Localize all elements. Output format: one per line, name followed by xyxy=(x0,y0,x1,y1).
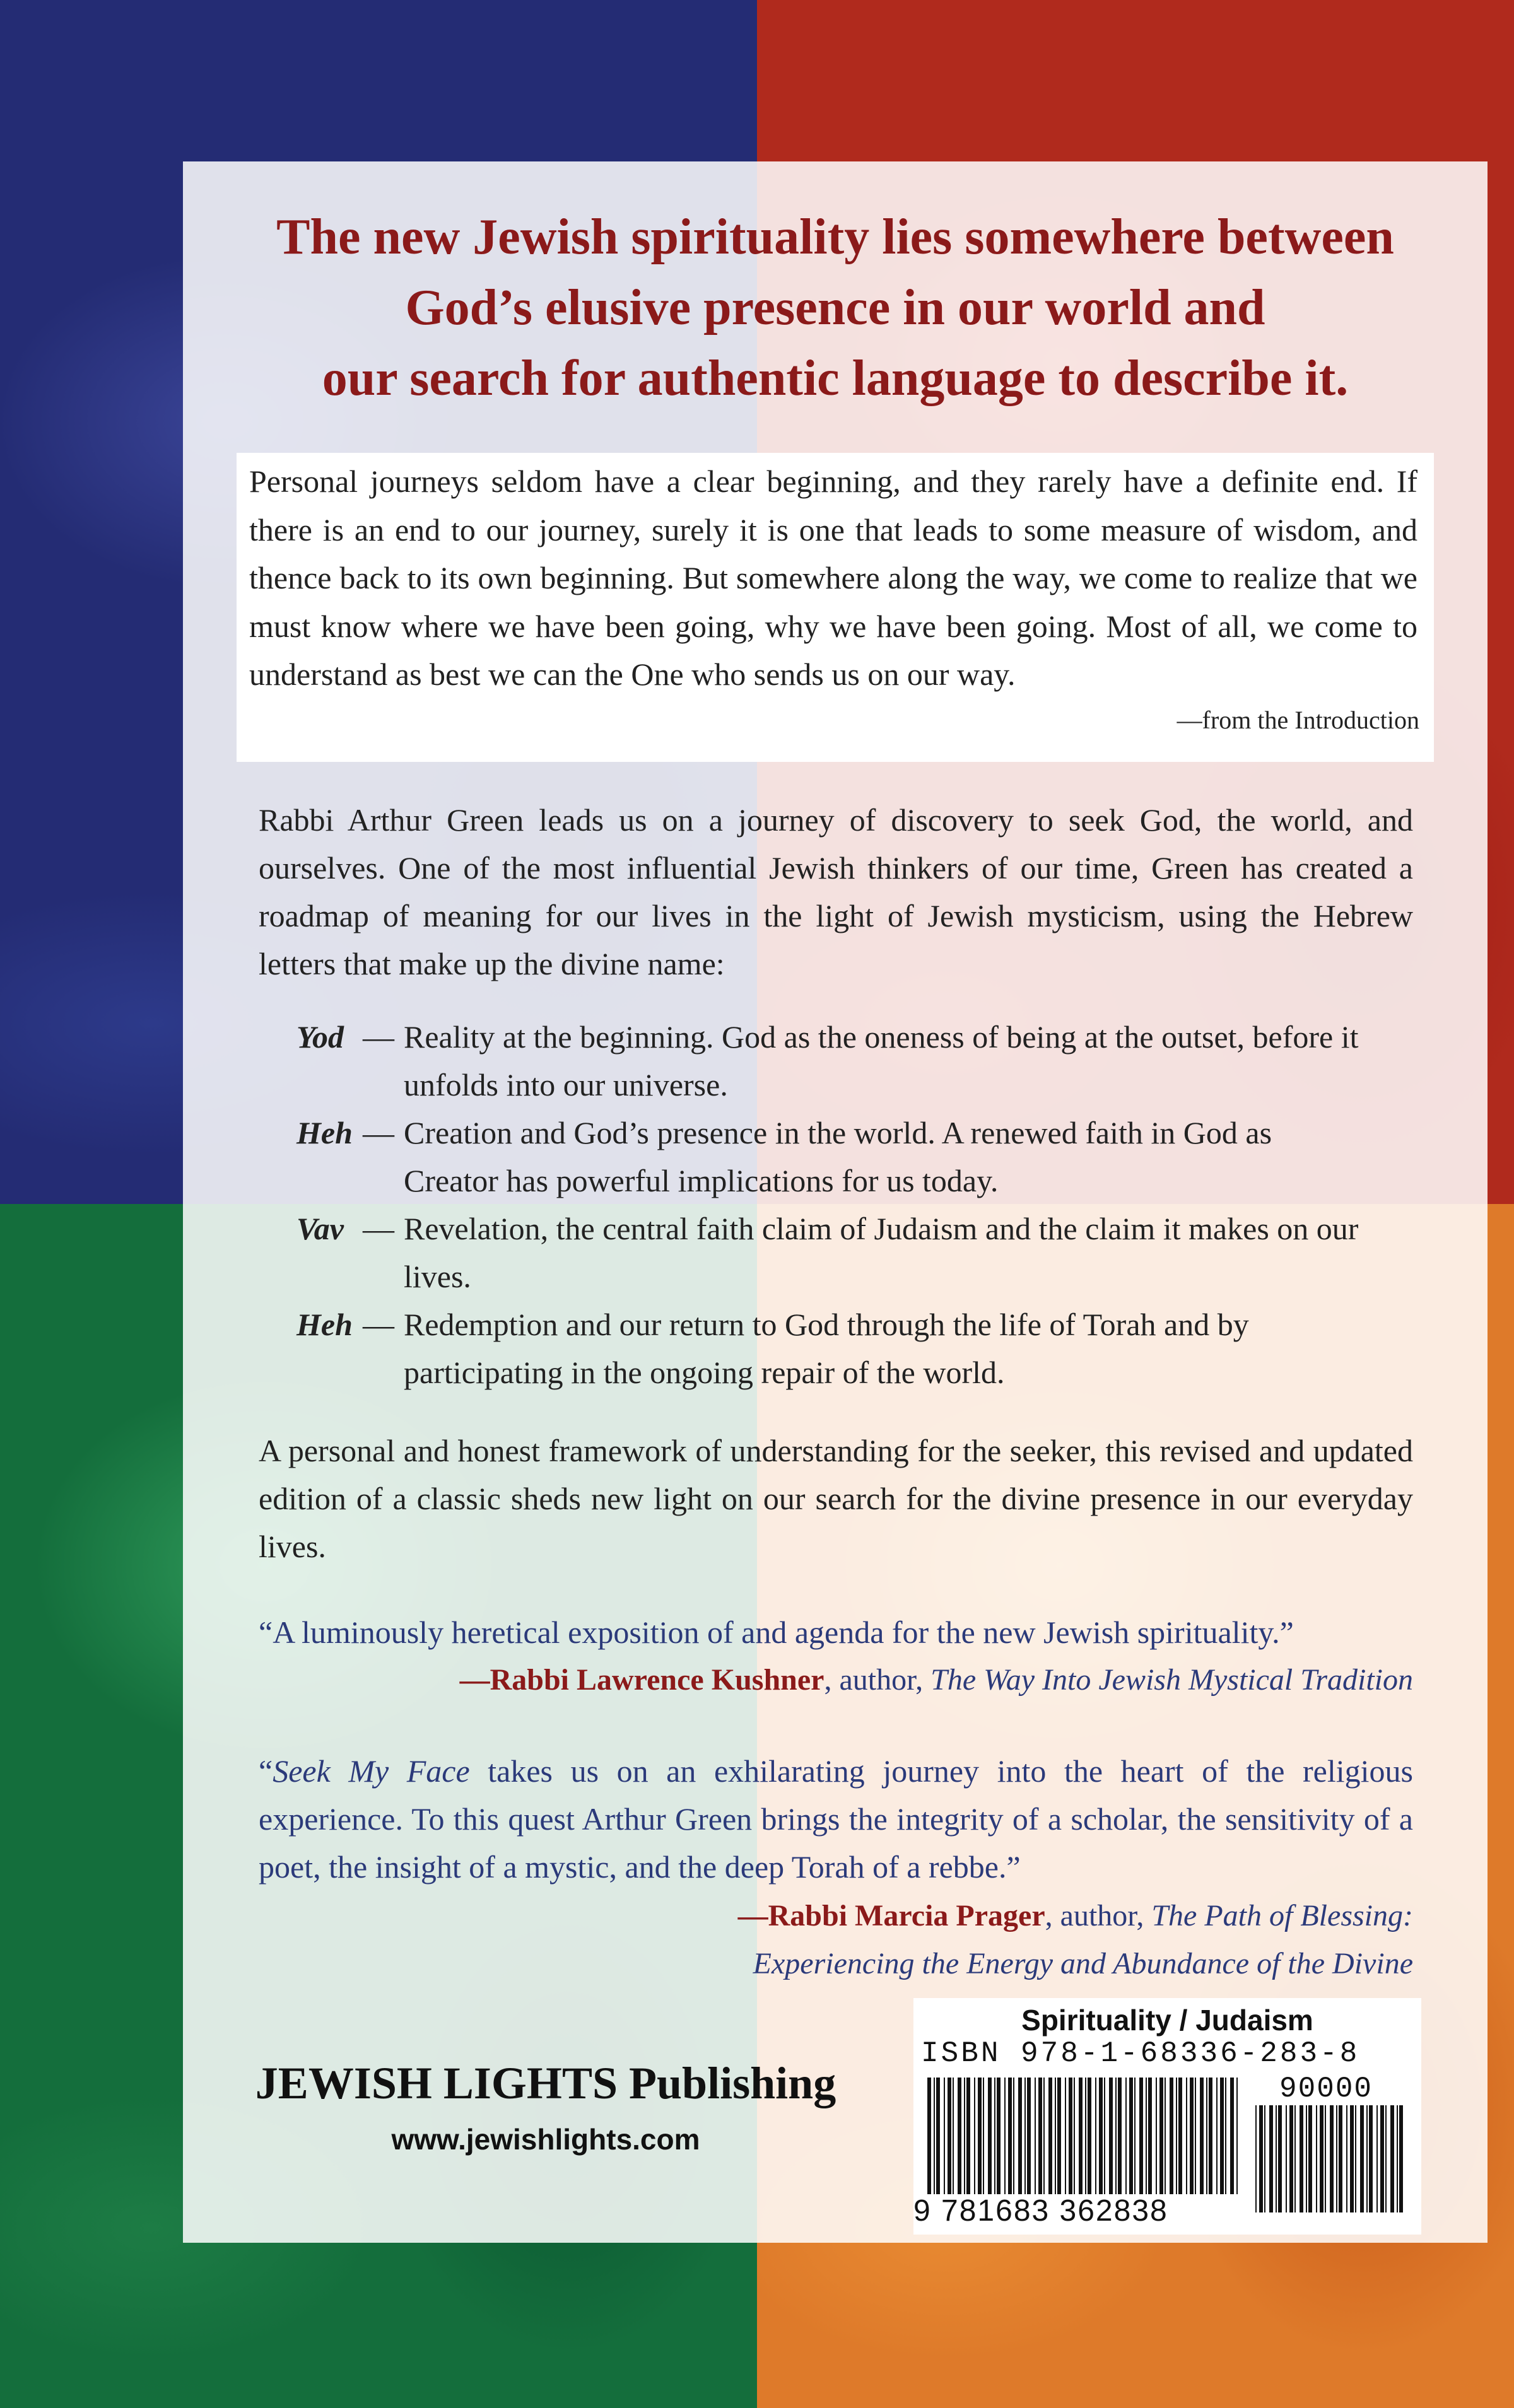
barcode-bar xyxy=(1156,2078,1157,2194)
letter-description: Reality at the beginning. God as the oneness of being at the outset, before it unfolds into our universe. xyxy=(404,1019,1359,1102)
barcode-bar xyxy=(1069,2078,1072,2194)
barcode-bar xyxy=(1165,2078,1166,2194)
barcode-bar xyxy=(1278,2105,1282,2212)
excerpt-text: Personal journeys seldom have a clear beginning, and they rarely have a definite end. If there is an end to our journey, surely it is one that leads to some measure of wisdom, and thence back to its own beginning. But somewhere along the way, we come to realize that we must know where we have been going, why we have been going. Most of all, we come to understand as best we can the One who sends us on our way. xyxy=(249,464,1417,692)
blurb-attribution-1 xyxy=(259,1656,1413,1704)
barcode-bar xyxy=(1190,2078,1194,2194)
barcode-bar xyxy=(944,2078,945,2194)
letter-name: Yod xyxy=(296,1019,344,1055)
barcode-bar xyxy=(1308,2105,1312,2212)
barcode-bar xyxy=(1339,2105,1342,2212)
barcode-bar xyxy=(1200,2078,1204,2194)
barcode-bar xyxy=(1385,2105,1387,2212)
barcode-bar xyxy=(997,2078,1001,2194)
barcode-bar xyxy=(966,2078,970,2194)
headline-line-3: our search for authentic language to describe it. xyxy=(322,351,1349,406)
publisher-name: JEWISH LIGHTS Publishing xyxy=(255,2058,836,2108)
description-paragraph-1: Rabbi Arthur Green leads us on a journey of discovery to seek God, the world, and ourselves. One of the most influential Jewish thinkers of our time, Green has created a roadmap of meaning for our lives in the light of Jewish mysticism, using the Hebrew letters that make up the divine name: xyxy=(259,802,1413,981)
barcode-bar xyxy=(1336,2105,1337,2212)
barcode-bar xyxy=(1088,2078,1091,2194)
barcode-bar xyxy=(1178,2078,1182,2194)
barcode-bar xyxy=(1055,2078,1056,2194)
headline-line-1: The new Jewish spirituality lies somewhere between xyxy=(276,209,1394,265)
barcode-bar xyxy=(1380,2105,1384,2212)
description-paragraph-2: A personal and honest framework of understanding for the seeker, this revised and updated edition of a classic sheds new light on our search for the divine presence in our everyday lives. xyxy=(259,1433,1413,1564)
barcode-bar xyxy=(1325,2105,1326,2212)
barcode-bar xyxy=(1170,2078,1173,2194)
barcode-bar xyxy=(1355,2105,1356,2212)
barcode-bar xyxy=(1209,2078,1212,2194)
barcode-bar xyxy=(1316,2105,1317,2212)
blurb-work: The Path of Blessing: xyxy=(1151,1899,1413,1932)
barcode-bar xyxy=(1038,2078,1042,2194)
letter-dash: — xyxy=(363,1019,394,1055)
barcode-bar xyxy=(1095,2078,1096,2194)
barcode-bar xyxy=(1104,2078,1105,2194)
barcode-bar xyxy=(994,2078,995,2194)
barcode-bar xyxy=(1146,2078,1147,2194)
barcode-bars xyxy=(926,2078,1241,2194)
barcode-bar xyxy=(1397,2105,1398,2212)
barcode-bar xyxy=(1065,2078,1066,2194)
letter-name: Vav xyxy=(296,1211,344,1246)
barcode-bar xyxy=(1129,2078,1133,2194)
barcode-bar xyxy=(1195,2078,1196,2194)
barcode-bar xyxy=(1220,2078,1224,2194)
barcode-bar xyxy=(1148,2078,1152,2194)
letter-name: Heh xyxy=(296,1307,353,1342)
blurb-work: The Way Into Jewish Mystical Tradition xyxy=(930,1663,1413,1697)
barcode-bar xyxy=(1320,2105,1323,2212)
blurb-work-subtitle: Experiencing the Energy and Abundance of the Divine xyxy=(753,1947,1413,1980)
barcode-bar xyxy=(988,2078,992,2194)
barcode-bar xyxy=(1300,2105,1303,2212)
barcode-bar xyxy=(1057,2078,1061,2194)
barcode-bar xyxy=(1159,2078,1163,2194)
barcode-bar xyxy=(1008,2078,1012,2194)
barcode-bar xyxy=(974,2078,975,2194)
barcode-bar xyxy=(983,2078,984,2194)
letter-description: Redemption and our return to God through the life of Torah and by participating in the ongoing repair of the world. xyxy=(404,1307,1249,1390)
barcode-bar xyxy=(1216,2078,1218,2194)
barcode-bar xyxy=(948,2078,951,2194)
letter-dash: — xyxy=(363,1115,394,1150)
barcode-bar xyxy=(1118,2078,1122,2194)
barcode-bar xyxy=(1125,2078,1127,2194)
barcode-bar xyxy=(1376,2105,1378,2212)
barcode-bar xyxy=(927,2078,931,2194)
letter-dash: — xyxy=(363,1307,394,1342)
barcode-bar xyxy=(978,2078,982,2194)
barcode-bar xyxy=(958,2078,961,2194)
barcode-bar xyxy=(1399,2105,1403,2212)
barcode-bar xyxy=(1027,2078,1031,2194)
letter-description: Revelation, the central faith claim of Judaism and the claim it makes on our lives. xyxy=(404,1211,1359,1294)
barcode-bar xyxy=(1306,2105,1307,2212)
barcode-bar xyxy=(1043,2078,1045,2194)
barcode-bar xyxy=(964,2078,965,2194)
barcode-bar xyxy=(1269,2105,1273,2212)
barcode-bar xyxy=(1330,2105,1334,2212)
barcode-isbn: ISBN 978-1-68336-283-8 xyxy=(921,2037,1360,2070)
excerpt-attribution: —from the Introduction xyxy=(1177,706,1419,734)
barcode-number: 9 781683 362838 xyxy=(913,2194,1168,2228)
barcode-bar xyxy=(1004,2078,1006,2194)
blurb-quote-2 xyxy=(259,1747,1413,1891)
barcode-bar xyxy=(1206,2078,1207,2194)
barcode-bar xyxy=(1294,2105,1296,2212)
barcode-bar xyxy=(1360,2105,1364,2212)
blurb-quote-open: “ xyxy=(259,1753,273,1789)
blurb-book-title: Seek My Face xyxy=(273,1753,470,1789)
barcode-category: Spirituality / Judaism xyxy=(1021,2004,1313,2037)
barcode-bar xyxy=(1276,2105,1277,2212)
blurb-author: —Rabbi Marcia Prager xyxy=(737,1899,1045,1932)
barcode-bar xyxy=(1079,2078,1083,2194)
letter-dash: — xyxy=(363,1211,394,1246)
headline-line-2: God’s elusive presence in our world and xyxy=(405,280,1265,336)
blurb-quote-text: takes us on an exhilarating journey into the heart of the religious experience. To this quest Arthur Green brings the integrity of a scholar, the sensitivity of a poet, the insight of a mystic, and the deep Torah of a rebbe.” xyxy=(259,1753,1413,1885)
blurb-attribution-2 xyxy=(259,1892,1413,1940)
barcode-bar xyxy=(1289,2105,1293,2212)
barcode-bar xyxy=(934,2078,935,2194)
blurb-quote-1: “A luminously heretical exposition of and agenda for the new Jewish spirituality.” xyxy=(259,1615,1294,1650)
barcode-bar xyxy=(1236,2078,1238,2194)
barcode-bar xyxy=(1024,2078,1026,2194)
barcode-box xyxy=(913,1998,1421,2235)
barcode-bar xyxy=(1035,2078,1036,2194)
barcode-bar xyxy=(1115,2078,1117,2194)
barcode-bar xyxy=(1390,2105,1394,2212)
publisher-website[interactable]: www.jewishlights.com xyxy=(391,2123,700,2156)
blurb-role: , author, xyxy=(824,1663,931,1697)
barcode-bar xyxy=(1085,2078,1086,2194)
barcode-bar xyxy=(1369,2105,1373,2212)
barcode-bar xyxy=(1018,2078,1022,2194)
barcode-bar xyxy=(1109,2078,1113,2194)
letter-description: Creation and God’s presence in the world. A renewed faith in God as Creator has powerful implications for us today. xyxy=(404,1115,1272,1198)
barcode-bar xyxy=(953,2078,954,2194)
barcode-bar xyxy=(1346,2105,1347,2212)
barcode-bar xyxy=(1139,2078,1143,2194)
barcode-bar xyxy=(1225,2078,1226,2194)
barcode-bar xyxy=(1099,2078,1103,2194)
barcode-addon-bars xyxy=(1254,2105,1409,2212)
blurb-role: , author, xyxy=(1045,1899,1152,1932)
barcode-price-code: 90000 xyxy=(1279,2072,1373,2105)
barcode-bar xyxy=(1230,2078,1234,2194)
barcode-bar xyxy=(1074,2078,1075,2194)
barcode-bar xyxy=(1366,2105,1368,2212)
barcode-bar xyxy=(1176,2078,1177,2194)
barcode-bar xyxy=(1013,2078,1014,2194)
barcode-bar xyxy=(936,2078,940,2194)
blurb-author: —Rabbi Lawrence Kushner xyxy=(459,1663,824,1697)
barcode-bar xyxy=(1048,2078,1052,2194)
headline xyxy=(183,202,1488,414)
barcode-bar xyxy=(1286,2105,1287,2212)
barcode-bar xyxy=(1186,2078,1187,2194)
barcode-bar xyxy=(1134,2078,1136,2194)
letter-name: Heh xyxy=(296,1115,353,1150)
barcode-bar xyxy=(1350,2105,1354,2212)
